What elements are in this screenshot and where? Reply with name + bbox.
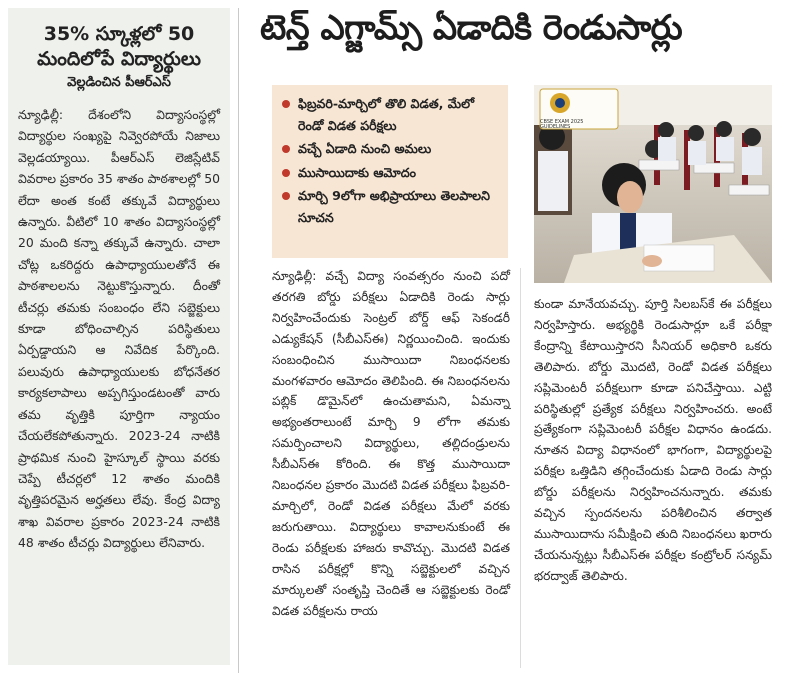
column-divider [238,8,239,673]
sidebar-article [8,8,230,665]
sidebar-body [8,98,230,554]
exam-hall-illustration [534,85,772,283]
article-column-separator [520,268,521,668]
article-column-2 [534,294,772,587]
highlights-box [272,85,508,258]
highlight-item [282,185,500,228]
article-text-2: కుండా మానేయవచ్చు. పూర్తి సిలబస్‌కే ఈ పరీక్షలు నిర్వహిస్తారు. అభ్యర్థికి రెండుసార్లూ ఒకే పరీక్షా కేంద్రాన్ని కేటాయిస్తారని సీనియర్ అధికారి ఒకరు తెలిపారు. బోర్డు మొదటి, రెండో విడత పరీక్షలు సప్లిమెంటరీ పరీక్షలుగా కూడా పనిచేస్తాయి. ఎట్టి పరిస్థితుల్లో ప్రత్యేక పరీక్షలు నిర్వహించరు. అంటే ప్రత్యేకంగా సప్లిమెంటరీ పరీక్షల విధానం ఉండదు. నూతన విద్యా విధానంలో భాగంగా, విద్యార్థులపై పరీక్షల ఒత్తిడిని తగ్గించేందుకు ఏడాది రెండు సార్లు బోర్డు పరీక్షలను నిర్వహించనున్నారు. తమకు వచ్చిన స్పందనలను పరిశీలించిన తర్వాత ముసాయిదాను సమీక్షించి తుది నిబంధనలు ఖరారు చేయనున్నట్లు సీబీఎస్ఈ పరీక్షల కంట్రోలర్ సన్యమ్ భరద్వాజ్ తెలిపారు. [534,297,772,583]
sidebar-header [8,8,230,98]
bullet-dot-icon [282,145,290,153]
bullet-dot-icon [282,169,290,177]
highlight-text: వచ్చే ఏడాది నుంచి అమలు [298,141,432,157]
highlight-text: ముసాయిదాకు ఆమోదం [298,164,417,180]
highlight-text: మార్చి 9లోగా అభిప్రాయాలు తెలపాలని సూచన [298,188,490,225]
sidebar-subtitle: వెల్లడించిన పీఆర్ఎస్ [67,75,171,90]
highlight-item [282,138,500,160]
exam-hall-photo [534,85,772,283]
bullet-dot-icon [282,192,290,200]
highlight-item [282,162,500,184]
photo-badge-line2: GUIDELINES [540,124,571,130]
svg-text:GUIDELINES [540,124,570,130]
highlight-item [282,93,500,136]
highlight-text: ఫిబ్రవరి-మార్చిలో తొలి విడత, మేలో రెండో విడత పరీక్షలు [298,96,475,133]
main-headline: టెన్త్ ఎగ్జామ్స్ ఏడాదికి రెండుసార్లు [260,8,683,48]
article-column-1 [272,266,510,621]
sidebar-paragraph: న్యూఢిల్లీ: దేశంలోని విద్యాసంస్థల్లో విద్యార్థుల సంఖ్యపై నివ్వెరపోయే నిజాలు వెల్లడయ్యాయి. పీఆర్ఎస్ లెజిస్లేటివ్ వివరాల ప్రకారం 35 శాతం పాఠశాలల్లో 50 లేదా అంత కంటే తక్కువే విద్యార్థులు ఉన్నారు. వీటిలో 10 శాతం విద్యాసంస్థల్లో 20 మంది కన్నా తక్కువే ఉన్నారు. చాలా చోట్ల ఒకరిద్దరు ఉపాధ్యాయులతోనే ఈ పాఠశాలలను నెట్టుకొస్తున్నారు. దీంతో టీచర్లు తమకు సంబంధం లేని సబ్జెక్టులు కూడా బోధించాల్సిన పరిస్థితులు ఏర్పడ్డాయని ఆ నివేదిక పేర్కొంది. పలువురు ఉపాధ్యాయులకు బోధనేతర కార్యకలాపాలు అప్పగిస్తుండటంతో వారు తమ వృత్తికి పూర్తిగా న్యాయం చేయలేకపోతున్నారు. 2023-24 నాటికి ప్రాథమిక నుంచి హైస్కూల్ స్థాయి వరకు చెప్పే టీచర్లలో 12 శాతం మందికి వృత్తిపరమైన అర్హతలు లేవు. కేంద్ర విద్యా శాఖ వివరాల ప్రకారం 2023-24 నాటికి 48 శాతం టీచర్లు విద్యార్థులు లేనివారు. [18,107,220,551]
article-text-1: న్యూఢిల్లీ: వచ్చే విద్యా సంవత్సరం నుంచి పదో తరగతి బోర్డు పరీక్షలు ఏడాదికి రెండు సార్లు నిర్వహించేందుకు సెంట్రల్ బోర్డ్ ఆఫ్ సెకండరీ ఎడ్యుకేషన్ (సీబీఎస్ఈ) నిర్ణయించింది. ఇందుకు సంబంధించిన ముసాయిదా నిబంధనలకు మంగళవారం ఆమోదం తెలిపింది. ఈ నిబంధనలను పబ్లిక్ డొమైన్‌లో ఉంచుతామని, ఏమన్నా అభ్యంతరాలుంటే మార్చి 9 లోగా తమకు సమర్పించాలని విద్యార్థులు, తల్లిదండ్రులను సీబీఎస్ఈ కోరింది. ఈ కొత్త ముసాయిదా నిబంధనల ప్రకారం మొదటి విడత పరీక్షలు ఫిబ్రవరి-మార్చిలో, రెండో విడత పరీక్షలు మేలో వరకు జరుగుతాయి. విద్యార్థులు కావాలనుకుంటే ఈ రెండు పరీక్షలకు హాజరు కావొచ్చు. మొదటి విడత రాసిన పరీక్షల్లో కొన్ని సబ్జెక్టులలో వచ్చిన మార్కులతో సంతృప్తి చెందితే ఆ సబ్జెక్టులకు రెండో విడత పరీక్షలను రాయ [272,269,510,618]
bullet-dot-icon [282,100,290,108]
photo-badge-line1: CBSE EXAM 2025 [540,119,584,125]
sidebar-title: 35% స్కూళ్లలో 50 మందిలోపే విద్యార్థులు [37,23,201,70]
